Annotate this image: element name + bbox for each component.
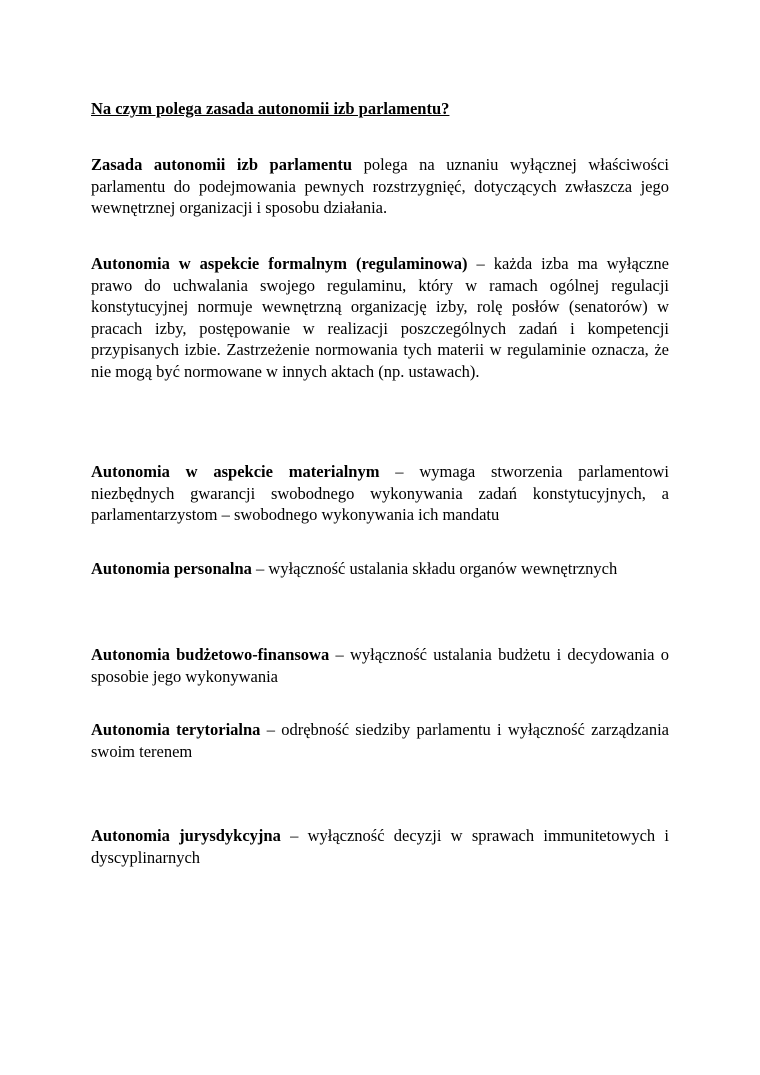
paragraph-term: Autonomia jurysdykcyjna — [91, 826, 281, 845]
paragraph-text: – wyłączność decyzji w sprawach immunitetowych i dyscyplinarnych — [91, 826, 670, 867]
paragraph-text: polega na uznaniu wyłącznej właściwości parlamentu do podejmowania pewnych rozstrzygnięć, dotyczących zwłaszcza jego wewnętrznej organizacji i sposobu działania. — [91, 155, 670, 217]
paragraph-text: – wyłączność ustalania budżetu i decydowania o sposobie jego wykonywania — [91, 645, 669, 686]
paragraph-autonomia-materialna — [91, 461, 669, 526]
paragraph-autonomia-terytorialna — [91, 719, 669, 762]
paragraph-text: – wyłączność ustalania składu organów wewnętrznych — [251, 559, 618, 578]
paragraph-text: – każda izba ma wyłączne prawo do uchwalania swojego regulaminu, który w ramach ogólnej regulacji konstytucyjnej normuje wewnętrzną organizację izby, rolę posłów (senatorów) w pracach izby, postępowanie w realizacji poszczególnych zadań i kompetencji przypisanych izbie. Zastrzeżenie normowania tych materii w regulaminie oznacza, że nie mogą być normowane w innych aktach (np. ustawach). — [91, 254, 669, 381]
paragraph-zasada-autonomii — [91, 154, 669, 219]
paragraph-autonomia-jurysdykcyjna — [91, 825, 669, 868]
page-title: Na czym polega zasada autonomii izb parlamentu? — [91, 99, 450, 118]
paragraph-text: – wymaga stworzenia parlamentowi niezbędnych gwarancji swobodnego wykonywania zadań konstytucyjnych, a parlamentarzystom – swobodnego wykonywania ich mandatu — [91, 462, 669, 524]
paragraph-term: Autonomia w aspekcie formalnym (regulaminowa) — [91, 254, 468, 273]
paragraph-autonomia-budzetowa — [91, 644, 669, 687]
paragraph-term: Autonomia w aspekcie materialnym — [91, 462, 380, 481]
paragraph-autonomia-personalna — [91, 558, 669, 580]
paragraph-term: Autonomia terytorialna — [91, 720, 261, 739]
paragraph-term: Autonomia budżetowo-finansowa — [91, 645, 330, 664]
paragraph-text: – odrębność siedziby parlamentu i wyłączność zarządzania swoim terenem — [91, 720, 669, 761]
paragraph-term: Zasada autonomii izb parlamentu — [91, 155, 353, 174]
paragraph-autonomia-formalna — [91, 253, 669, 382]
paragraph-term: Autonomia personalna — [91, 559, 252, 578]
